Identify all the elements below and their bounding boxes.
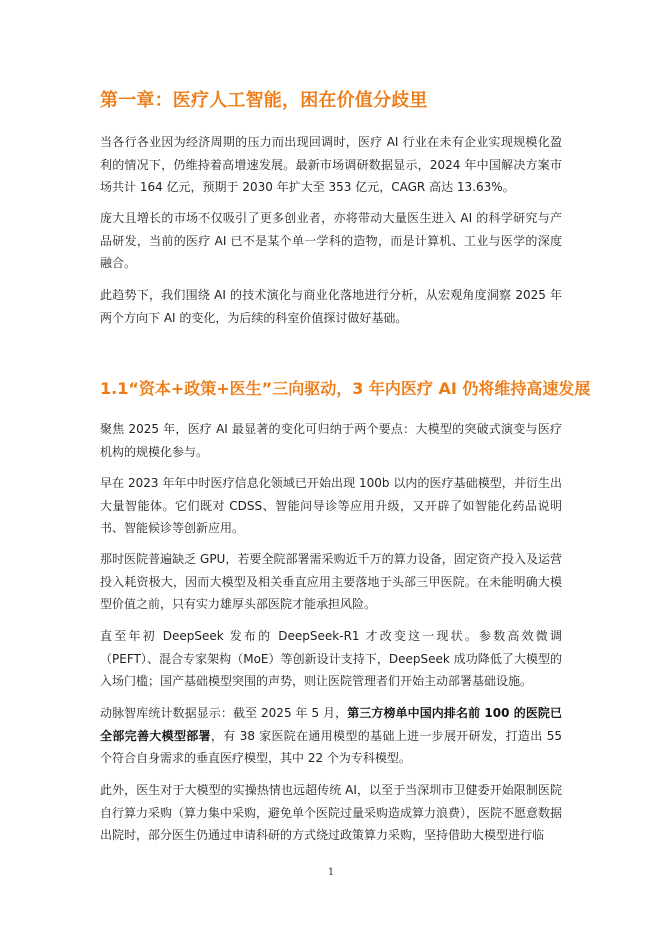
page-number: 1 xyxy=(327,867,335,878)
section-paragraph-1: 聚焦 2025 年，医疗 AI 最显著的变化可归纳于两个要点：大模型的突破式演变与医疗机构的规模化参与。 xyxy=(100,422,562,459)
chapter-paragraph-1: 当各行各业因为经济周期的压力而出现回调时，医疗 AI 行业在未有企业实现规模化盈利的情况下，仍维持着高增速发展。最新市场调研数据显示，2024 年中国解决方案市场共计 164 亿元，预期于 2030 年扩大至 353 亿元，CAGR 高达 13.63%。 xyxy=(100,135,562,194)
chapter-paragraph-3: 此趋势下，我们围绕 AI 的技术演化与商业化落地进行分析，从宏观角度洞察 2025 年两个方向下 AI 的变化，为后续的科室价值探讨做好基础。 xyxy=(100,288,562,325)
section-paragraph-2: 早在 2023 年年中时医疗信息化领域已开始出现 100b 以内的医疗基础模型，并衍生出大量智能体。它们既对 CDSS、智能问导诊等应用升级，又开辟了如智能化药品说明书、智能候诊等创新应用。 xyxy=(100,476,562,535)
stats-bold-highlight: 第三方榜单中国内排名前 100 的医院已全部完善大模型部署 xyxy=(100,706,562,743)
section-heading: 1.1“资本+政策+医生”三向驱动，3 年内医疗 AI 仍将维持高速发展 xyxy=(100,379,591,398)
stats-tail-text: ，有 38 家医院在通用模型的基础上进一步展开研发，打造出 55 个符合自身需求的垂直医疗模型，其中 22 个为专科模型。 xyxy=(100,728,562,765)
chapter-heading: 第一章：医疗人工智能，困在价值分歧里 xyxy=(100,90,428,111)
section-paragraph-4: 直至年初 DeepSeek 发布的 DeepSeek-R1 才改变这一现状。参数高效微调（PEFT）、混合专家架构（MoE）等创新设计支持下，DeepSeek 成功降低了大模型的入场门槛；国产基础模型突围的声势，则让医院管理者们开始主动部署基础设施。 xyxy=(100,629,562,688)
stats-lead-text: 动脉智库统计数据显示：截至 2025 年 5 月， xyxy=(100,706,348,720)
chapter-paragraph-2: 庞大且增长的市场不仅吸引了更多创业者，亦将带动大量医生进入 AI 的科学研究与产品研发，当前的医疗 AI 已不是某个单一学科的造物，而是计算机、工业与医学的深度融合。 xyxy=(100,211,562,270)
section-paragraph-last: 此外，医生对于大模型的实操热情也远超传统 AI，以至于当深圳市卫健委开始限制医院自行算力采购（算力集中采购，避免单个医院过量采购造成算力浪费），医院不愿意数据出院时，部分医生仍通过申请科研的方式绕过政策算力采购，坚持借助大模型进行临 xyxy=(100,783,563,842)
section-paragraph-3: 那时医院普遍缺乏 GPU，若要全院部署需采购近千万的算力设备，固定资产投入及运营投入耗资极大，因而大模型及相关垂直应用主要落地于头部三甲医院。在未能明确大模型价值之前，只有实力雄厚头部医院才能承担风险。 xyxy=(100,552,562,611)
section-paragraph-stats xyxy=(100,702,562,770)
